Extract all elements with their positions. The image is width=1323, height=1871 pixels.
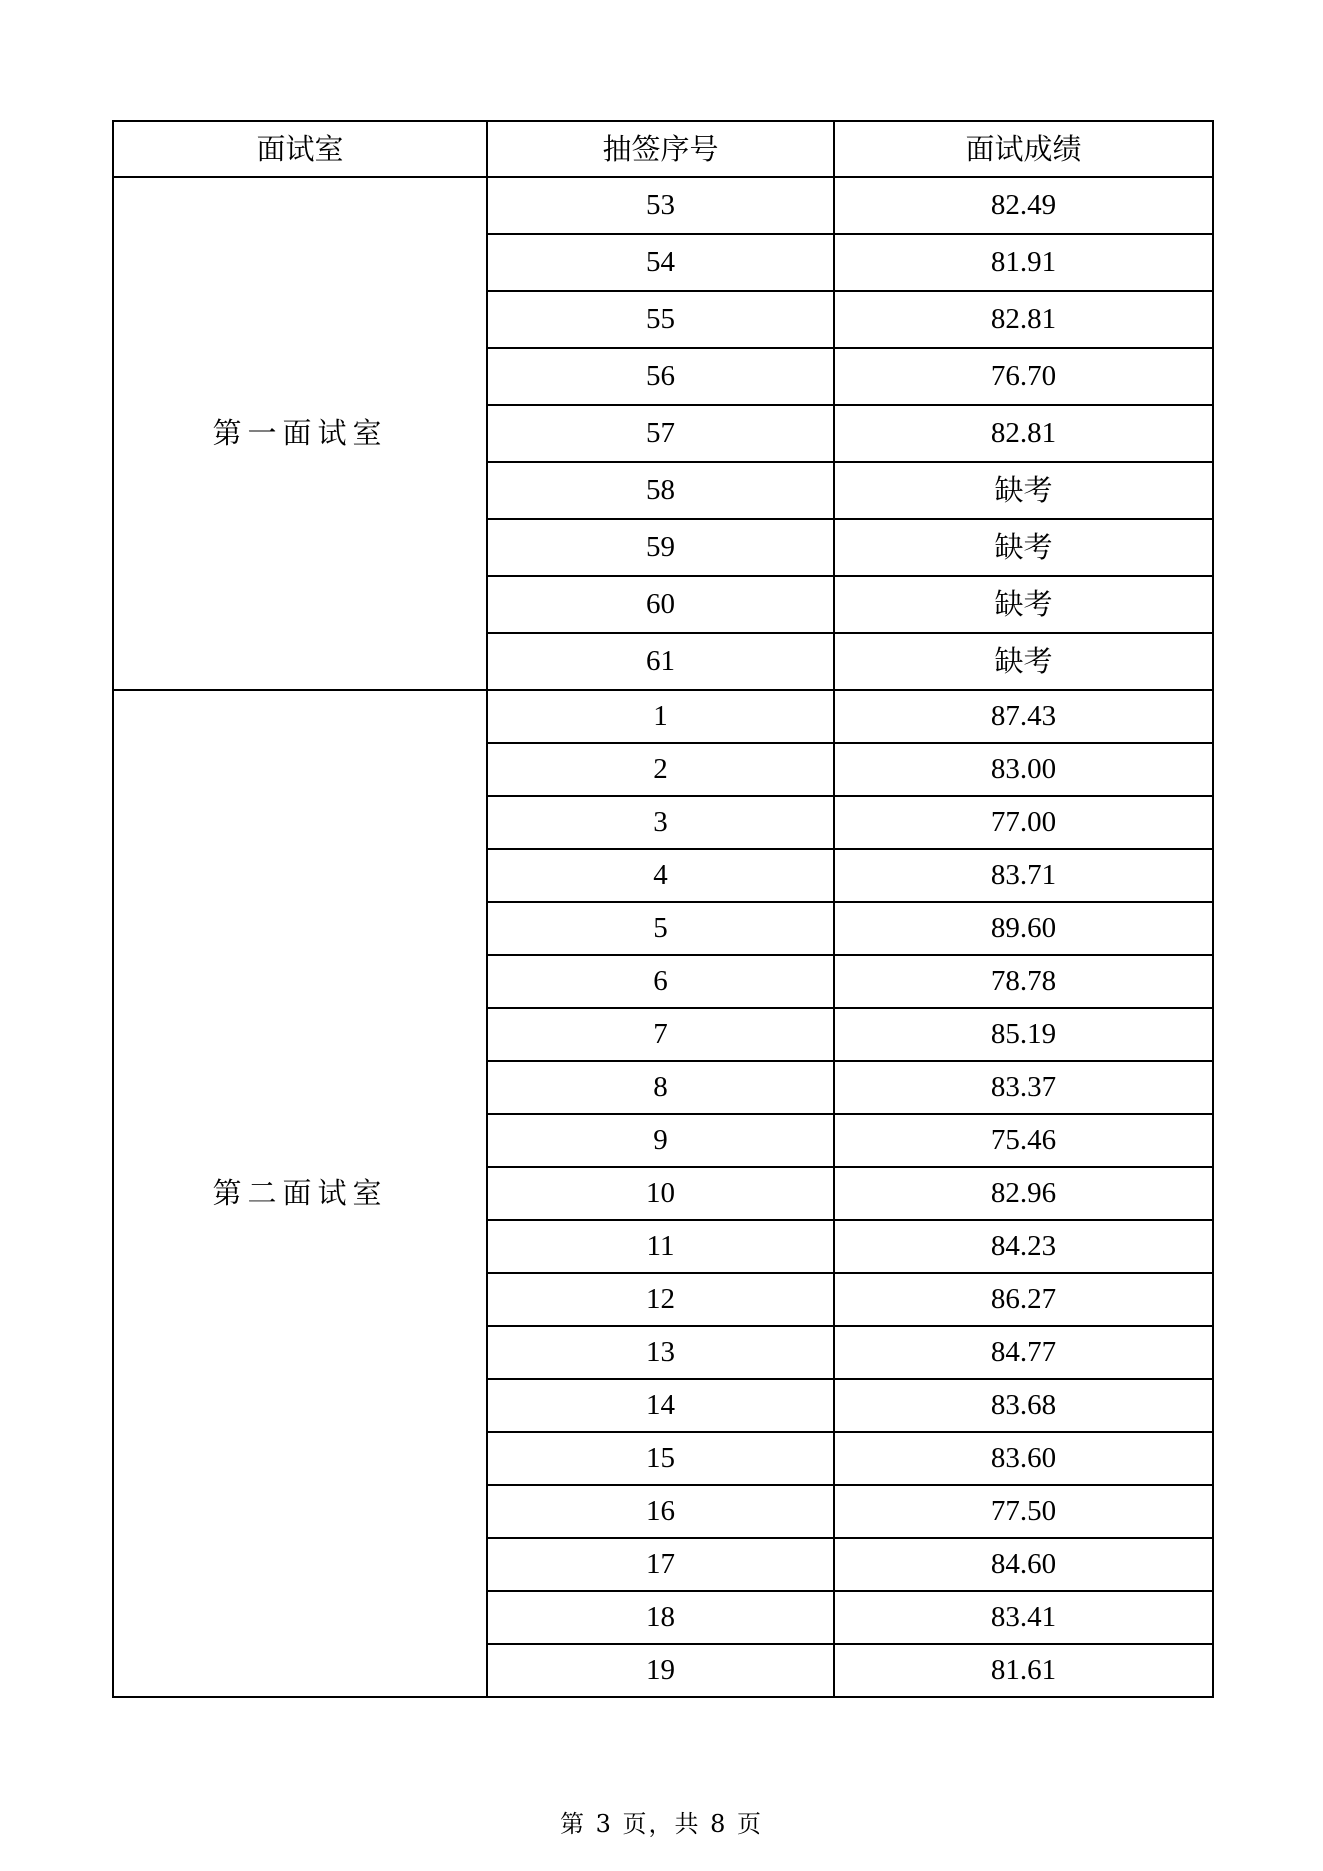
- draw-number-cell: 18: [487, 1591, 834, 1644]
- score-cell: 83.71: [834, 849, 1213, 902]
- score-cell: 76.70: [834, 348, 1213, 405]
- score-cell: 86.27: [834, 1273, 1213, 1326]
- score-cell: 缺考: [834, 633, 1213, 690]
- draw-number-cell: 56: [487, 348, 834, 405]
- draw-number-cell: 14: [487, 1379, 834, 1432]
- score-cell: 缺考: [834, 576, 1213, 633]
- draw-number-cell: 53: [487, 177, 834, 234]
- draw-number-cell: 8: [487, 1061, 834, 1114]
- draw-number-cell: 11: [487, 1220, 834, 1273]
- score-cell: 89.60: [834, 902, 1213, 955]
- score-cell: 87.43: [834, 690, 1213, 743]
- score-cell: 78.78: [834, 955, 1213, 1008]
- interview-score-table: [112, 120, 1214, 1698]
- score-cell: 77.00: [834, 796, 1213, 849]
- room-name-cell: 第一面试室: [113, 177, 487, 690]
- draw-number-cell: 5: [487, 902, 834, 955]
- draw-number-cell: 59: [487, 519, 834, 576]
- table-body: [113, 177, 1213, 1697]
- score-cell: 83.41: [834, 1591, 1213, 1644]
- score-cell: 82.81: [834, 291, 1213, 348]
- draw-number-cell: 9: [487, 1114, 834, 1167]
- score-cell: 缺考: [834, 462, 1213, 519]
- draw-number-cell: 57: [487, 405, 834, 462]
- header-room: 面试室: [113, 121, 487, 177]
- score-cell: 84.77: [834, 1326, 1213, 1379]
- draw-number-cell: 2: [487, 743, 834, 796]
- score-cell: 85.19: [834, 1008, 1213, 1061]
- draw-number-cell: 54: [487, 234, 834, 291]
- draw-number-cell: 16: [487, 1485, 834, 1538]
- header-score: 面试成绩: [834, 121, 1213, 177]
- draw-number-cell: 10: [487, 1167, 834, 1220]
- draw-number-cell: 55: [487, 291, 834, 348]
- score-cell: 75.46: [834, 1114, 1213, 1167]
- table-header-row: [113, 121, 1213, 177]
- score-cell: 83.68: [834, 1379, 1213, 1432]
- draw-number-cell: 7: [487, 1008, 834, 1061]
- score-cell: 缺考: [834, 519, 1213, 576]
- draw-number-cell: 17: [487, 1538, 834, 1591]
- draw-number-cell: 3: [487, 796, 834, 849]
- score-cell: 82.49: [834, 177, 1213, 234]
- page-number-footer: 第 3 页，共 8 页: [559, 1810, 764, 1838]
- draw-number-cell: 1: [487, 690, 834, 743]
- draw-number-cell: 61: [487, 633, 834, 690]
- draw-number-cell: 19: [487, 1644, 834, 1697]
- score-cell: 82.81: [834, 405, 1213, 462]
- table-row: [113, 177, 1213, 234]
- score-cell: 83.60: [834, 1432, 1213, 1485]
- table-row: [113, 690, 1213, 743]
- score-cell: 83.00: [834, 743, 1213, 796]
- draw-number-cell: 13: [487, 1326, 834, 1379]
- draw-number-cell: 58: [487, 462, 834, 519]
- score-cell: 81.61: [834, 1644, 1213, 1697]
- header-draw-number: 抽签序号: [487, 121, 834, 177]
- room-name-cell: 第二面试室: [113, 690, 487, 1697]
- score-cell: 84.60: [834, 1538, 1213, 1591]
- draw-number-cell: 60: [487, 576, 834, 633]
- score-cell: 83.37: [834, 1061, 1213, 1114]
- score-cell: 81.91: [834, 234, 1213, 291]
- score-cell: 82.96: [834, 1167, 1213, 1220]
- score-cell: 77.50: [834, 1485, 1213, 1538]
- draw-number-cell: 6: [487, 955, 834, 1008]
- draw-number-cell: 4: [487, 849, 834, 902]
- draw-number-cell: 12: [487, 1273, 834, 1326]
- score-cell: 84.23: [834, 1220, 1213, 1273]
- draw-number-cell: 15: [487, 1432, 834, 1485]
